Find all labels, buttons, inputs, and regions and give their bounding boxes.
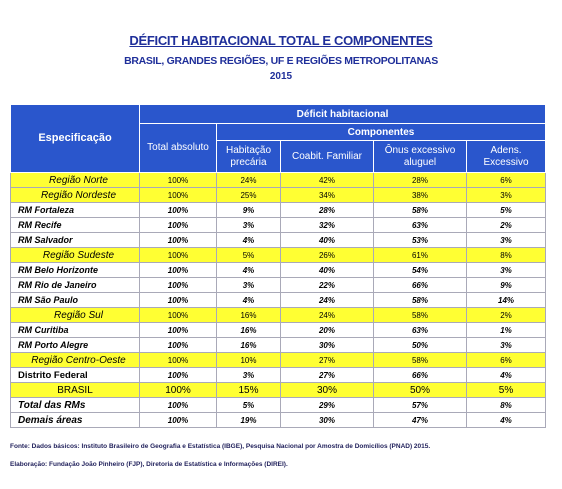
table-row (11, 278, 546, 293)
cell-onus: 58% (374, 308, 467, 323)
cell-total: 100% (140, 293, 217, 308)
table-row (11, 293, 546, 308)
cell-habitacao: 3% (217, 368, 281, 383)
cell-habitacao: 3% (217, 218, 281, 233)
header-adens-excessivo: Adens. Excessivo (467, 141, 546, 173)
cell-total: 100% (140, 353, 217, 368)
cell-coabit: 28% (281, 203, 374, 218)
cell-adens: 8% (467, 398, 546, 413)
row-name: Região Norte (11, 173, 140, 188)
cell-adens: 6% (467, 353, 546, 368)
cell-onus: 63% (374, 323, 467, 338)
header-componentes: Componentes (217, 124, 546, 141)
table-row (11, 368, 546, 383)
cell-total: 100% (140, 173, 217, 188)
cell-total: 100% (140, 413, 217, 428)
cell-habitacao: 4% (217, 233, 281, 248)
cell-coabit: 32% (281, 218, 374, 233)
table-row (11, 248, 546, 263)
header-spec: Especificação (11, 105, 140, 173)
cell-onus: 28% (374, 173, 467, 188)
cell-total: 100% (140, 323, 217, 338)
cell-onus: 53% (374, 233, 467, 248)
cell-coabit: 34% (281, 188, 374, 203)
cell-adens: 4% (467, 368, 546, 383)
cell-onus: 61% (374, 248, 467, 263)
cell-total: 100% (140, 263, 217, 278)
cell-onus: 58% (374, 203, 467, 218)
cell-coabit: 42% (281, 173, 374, 188)
cell-total: 100% (140, 338, 217, 353)
table-row (11, 203, 546, 218)
cell-coabit: 30% (281, 413, 374, 428)
row-name: Distrito Federal (11, 368, 140, 383)
table-row (11, 308, 546, 323)
table-row (11, 353, 546, 368)
cell-habitacao: 16% (217, 308, 281, 323)
row-name: RM Salvador (11, 233, 140, 248)
cell-coabit: 20% (281, 323, 374, 338)
deficit-table (10, 104, 546, 428)
cell-total: 100% (140, 368, 217, 383)
cell-coabit: 22% (281, 278, 374, 293)
cell-coabit: 29% (281, 398, 374, 413)
cell-total: 100% (140, 383, 217, 398)
cell-coabit: 24% (281, 308, 374, 323)
row-name: RM São Paulo (11, 293, 140, 308)
header-total-absoluto: Total absoluto (140, 124, 217, 173)
row-name: RM Porto Alegre (11, 338, 140, 353)
header-onus-excessivo: Ônus excessivo aluguel (374, 141, 467, 173)
cell-adens: 5% (467, 383, 546, 398)
cell-onus: 58% (374, 293, 467, 308)
cell-habitacao: 16% (217, 338, 281, 353)
page-title: DÉFICIT HABITACIONAL TOTAL E COMPONENTES (129, 33, 433, 48)
cell-adens: 3% (467, 233, 546, 248)
row-name: Total das RMs (11, 398, 140, 413)
cell-habitacao: 10% (217, 353, 281, 368)
row-name: Região Sul (11, 308, 140, 323)
row-name: RM Fortaleza (11, 203, 140, 218)
cell-adens: 14% (467, 293, 546, 308)
table-row (11, 323, 546, 338)
row-name: RM Rio de Janeiro (11, 278, 140, 293)
cell-coabit: 27% (281, 368, 374, 383)
cell-total: 100% (140, 248, 217, 263)
table-row (11, 263, 546, 278)
cell-total: 100% (140, 308, 217, 323)
row-name: Região Centro-Oeste (11, 353, 140, 368)
header-habitacao-precaria: Habitação precária (217, 141, 281, 173)
cell-total: 100% (140, 278, 217, 293)
cell-onus: 57% (374, 398, 467, 413)
cell-adens: 2% (467, 308, 546, 323)
cell-adens: 1% (467, 323, 546, 338)
table-row (11, 173, 546, 188)
cell-adens: 4% (467, 413, 546, 428)
cell-total: 100% (140, 218, 217, 233)
row-name: BRASIL (11, 383, 140, 398)
cell-onus: 66% (374, 278, 467, 293)
cell-habitacao: 4% (217, 263, 281, 278)
cell-total: 100% (140, 203, 217, 218)
cell-coabit: 24% (281, 293, 374, 308)
cell-adens: 3% (467, 338, 546, 353)
cell-adens: 3% (467, 188, 546, 203)
table-body (11, 173, 546, 428)
elaboration-note: Elaboração: Fundação João Pinheiro (FJP), Diretoria de Estatística e Informações (DIREI). (10, 461, 288, 468)
cell-coabit: 27% (281, 353, 374, 368)
cell-onus: 50% (374, 338, 467, 353)
cell-onus: 50% (374, 383, 467, 398)
row-name: RM Curitiba (11, 323, 140, 338)
cell-coabit: 30% (281, 338, 374, 353)
row-name: RM Belo Horizonte (11, 263, 140, 278)
page-subtitle: BRASIL, GRANDES REGIÕES, UF E REGIÕES METROPOLITANAS (124, 55, 438, 67)
cell-adens: 2% (467, 218, 546, 233)
cell-habitacao: 15% (217, 383, 281, 398)
cell-onus: 66% (374, 368, 467, 383)
cell-coabit: 40% (281, 233, 374, 248)
cell-adens: 9% (467, 278, 546, 293)
cell-adens: 3% (467, 263, 546, 278)
cell-coabit: 30% (281, 383, 374, 398)
table-row (11, 338, 546, 353)
cell-habitacao: 5% (217, 398, 281, 413)
header-deficit: Déficit habitacional (140, 105, 546, 124)
cell-onus: 58% (374, 353, 467, 368)
cell-onus: 54% (374, 263, 467, 278)
cell-total: 100% (140, 398, 217, 413)
cell-total: 100% (140, 188, 217, 203)
cell-coabit: 40% (281, 263, 374, 278)
cell-total: 100% (140, 233, 217, 248)
row-name: Região Nordeste (11, 188, 140, 203)
cell-adens: 5% (467, 203, 546, 218)
cell-onus: 38% (374, 188, 467, 203)
cell-adens: 8% (467, 248, 546, 263)
table-row (11, 413, 546, 428)
cell-habitacao: 19% (217, 413, 281, 428)
row-name: Região Sudeste (11, 248, 140, 263)
cell-habitacao: 9% (217, 203, 281, 218)
row-name: RM Recife (11, 218, 140, 233)
table-row (11, 398, 546, 413)
table-row (11, 218, 546, 233)
cell-onus: 47% (374, 413, 467, 428)
cell-habitacao: 24% (217, 173, 281, 188)
cell-habitacao: 4% (217, 293, 281, 308)
cell-habitacao: 5% (217, 248, 281, 263)
cell-habitacao: 16% (217, 323, 281, 338)
page-year: 2015 (269, 71, 293, 82)
cell-coabit: 26% (281, 248, 374, 263)
cell-habitacao: 3% (217, 278, 281, 293)
table-row (11, 383, 546, 398)
table-row (11, 233, 546, 248)
header-coabit-familiar: Coabit. Familiar (281, 141, 374, 173)
row-name: Demais áreas (11, 413, 140, 428)
source-note: Fonte: Dados básicos: Instituto Brasileiro de Geografia e Estatística (IBGE), Pesquisa Nacional por Amostra de Domicílios (PNAD) 2015. (10, 443, 431, 450)
cell-habitacao: 25% (217, 188, 281, 203)
cell-onus: 63% (374, 218, 467, 233)
cell-adens: 6% (467, 173, 546, 188)
table-row (11, 188, 546, 203)
